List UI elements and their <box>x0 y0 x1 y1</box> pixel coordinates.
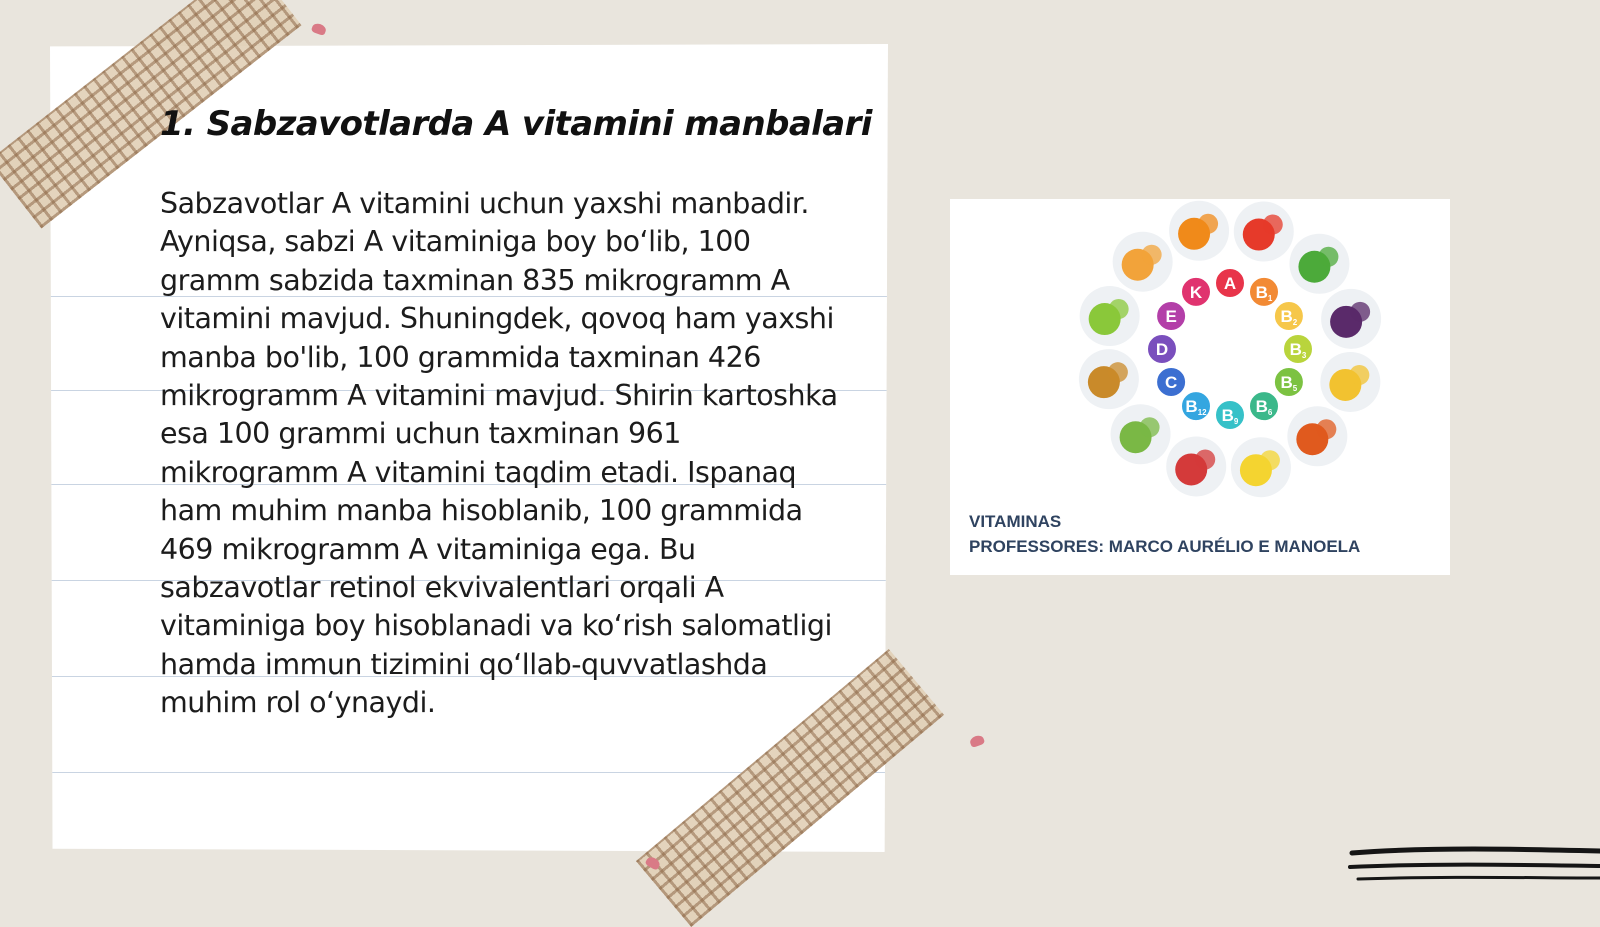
food-item-detail <box>1198 214 1218 234</box>
vitamin-badge-label: B2 <box>1280 307 1298 327</box>
vitamin-badge-label: B3 <box>1289 340 1307 360</box>
slide-title: 1. Sabzavotlarda A vitamini manbalari <box>160 104 872 144</box>
vitamin-badge-label: B5 <box>1280 373 1298 393</box>
food-item-detail <box>1263 215 1283 235</box>
decorative-scribble <box>1348 845 1600 895</box>
vitamins-image <box>950 199 1450 575</box>
vitamin-badge-label: A <box>1223 274 1237 293</box>
food-item-detail <box>1142 245 1162 265</box>
food-item-detail <box>1316 419 1336 439</box>
vitamin-badge-label: B6 <box>1255 397 1273 418</box>
image-caption-title: VITAMINAS <box>969 512 1062 531</box>
food-item-detail <box>1108 362 1128 382</box>
food-item-detail <box>1318 247 1338 267</box>
food-item-detail <box>1260 450 1280 470</box>
vitamin-wheel-illustration <box>1070 199 1390 499</box>
vitamin-badge-label: D <box>1155 340 1169 359</box>
food-item-detail <box>1350 302 1370 322</box>
vitamin-badge-label: B1 <box>1255 282 1273 303</box>
vitamin-badge-label: B9 <box>1221 406 1239 426</box>
food-item-detail <box>1195 449 1215 469</box>
food-item-detail <box>1140 417 1160 437</box>
tape-corner-accent <box>311 22 328 36</box>
food-item-detail <box>1349 365 1369 385</box>
vitamin-badge-label: C <box>1164 373 1178 392</box>
vitamin-badge-label: K <box>1189 282 1203 302</box>
food-item-detail <box>1109 299 1129 319</box>
image-caption-authors: PROFESSORES: MARCO AURÉLIO E MANOELA <box>969 537 1361 556</box>
tape-corner-accent <box>969 734 986 748</box>
vitamin-badge-label: B12 <box>1185 397 1207 418</box>
vitamin-badge-label: E <box>1165 307 1177 326</box>
slide-body-text: Sabzavotlar A vitamini uchun yaxshi manbadir. Ayniqsa, sabzi A vitaminiga boy bo‘lib, 100 gramm sabzida taxminan 835 mikrogramm A vitamini mavjud. Shuningdek, qovoq ham yaxshi manba bo'lib, 100 grammida taxminan 426 mikrogramm A vitamini mavjud. Shirin kartoshka esa 100 grammi uchun taxminan 961 mikrogramm A vitamini taqdim etadi. Ispanaq ham muhim manba hisoblanib, 100 grammida 469 mikrogramm A vitaminiga ega. Bu sabzavotlar retinol ekvivalentlari orqali A vitaminiga boy hisoblanadi va ko‘rish salomatligi hamda immun tizimini qo‘llab-quvvatlashda muhim rol o‘ynaydi. <box>160 187 838 720</box>
